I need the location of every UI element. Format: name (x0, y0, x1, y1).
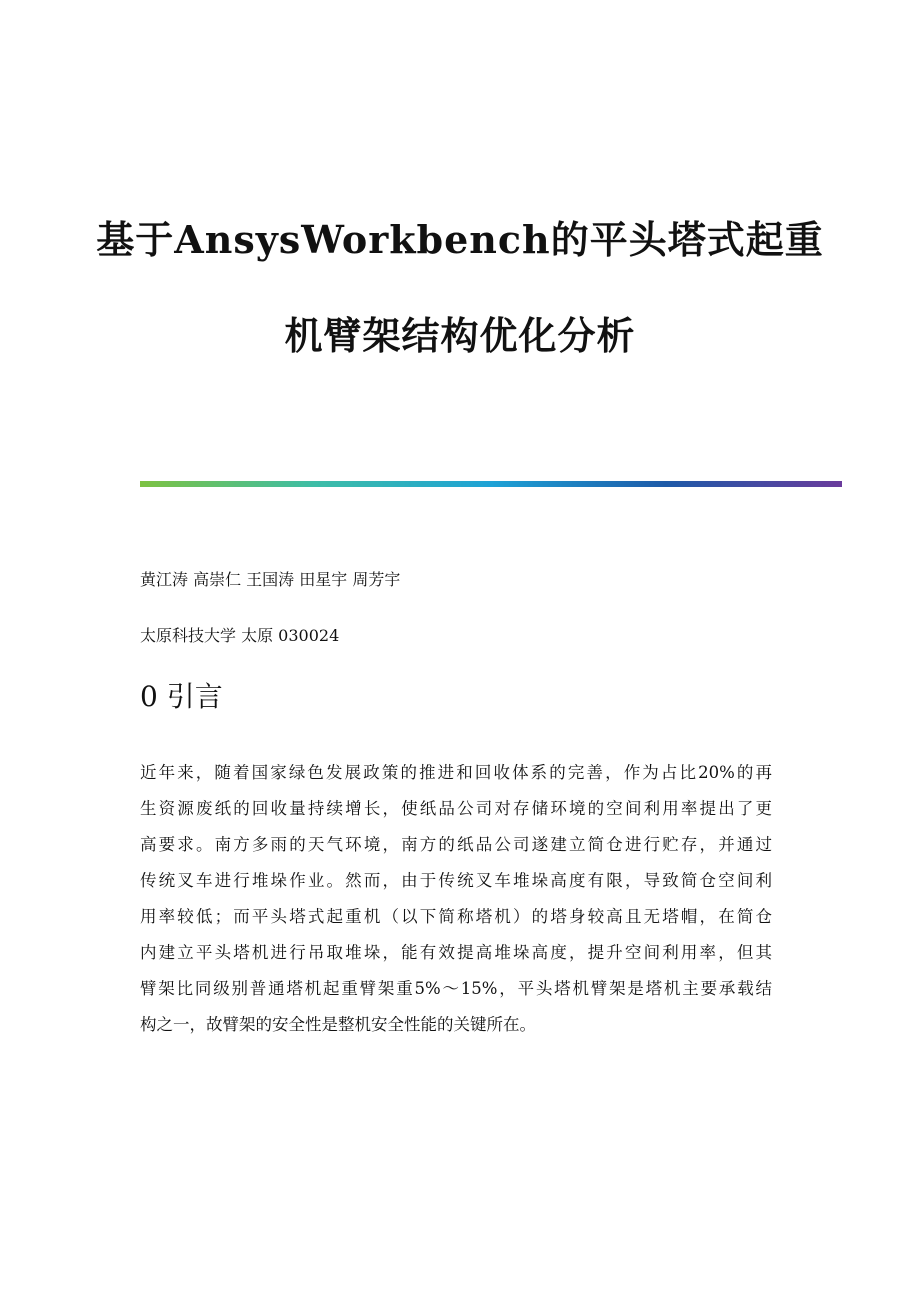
affiliation: 太原科技大学 太原 030024 (140, 626, 340, 645)
paragraph-line: 高要求。南方多雨的天气环境，南方的纸品公司遂建立简仓进行贮存，并通过 (140, 835, 772, 854)
paragraph-line: 内建立平头塔机进行吊取堆垛，能有效提高堆垛高度，提升空间利用率，但其 (140, 943, 772, 962)
paragraph-line: 近年来，随着国家绿色发展政策的推进和回收体系的完善，作为占比20%的再 (140, 763, 772, 782)
body-paragraph (140, 755, 772, 1043)
gradient-divider (140, 481, 842, 487)
paragraph-line: 臂架比同级别普通塔机起重臂架重5%～15%，平头塔机臂架是塔机主要承载结 (140, 979, 772, 998)
paragraph-line: 用率较低；而平头塔式起重机（以下简称塔机）的塔身较高且无塔帽，在简仓 (140, 907, 772, 926)
paragraph-line: 生资源废纸的回收量持续增长，使纸品公司对存储环境的空间利用率提出了更 (140, 799, 772, 818)
paragraph-line: 构之一，故臂架的安全性是整机安全性能的关键所在。 (140, 1015, 536, 1034)
title-block (80, 212, 840, 364)
title-line-2: 机臂架结构优化分析 (284, 313, 636, 358)
section-heading: 0 引言 (140, 680, 223, 713)
authors: 黄江涛 高崇仁 王国涛 田星宇 周芳宇 (140, 570, 401, 589)
paragraph-line: 传统叉车进行堆垛作业。然而，由于传统叉车堆垛高度有限，导致简仓空间利 (140, 871, 772, 890)
title-line-1: 基于AnsysWorkbench的平头塔式起重 (96, 217, 824, 262)
